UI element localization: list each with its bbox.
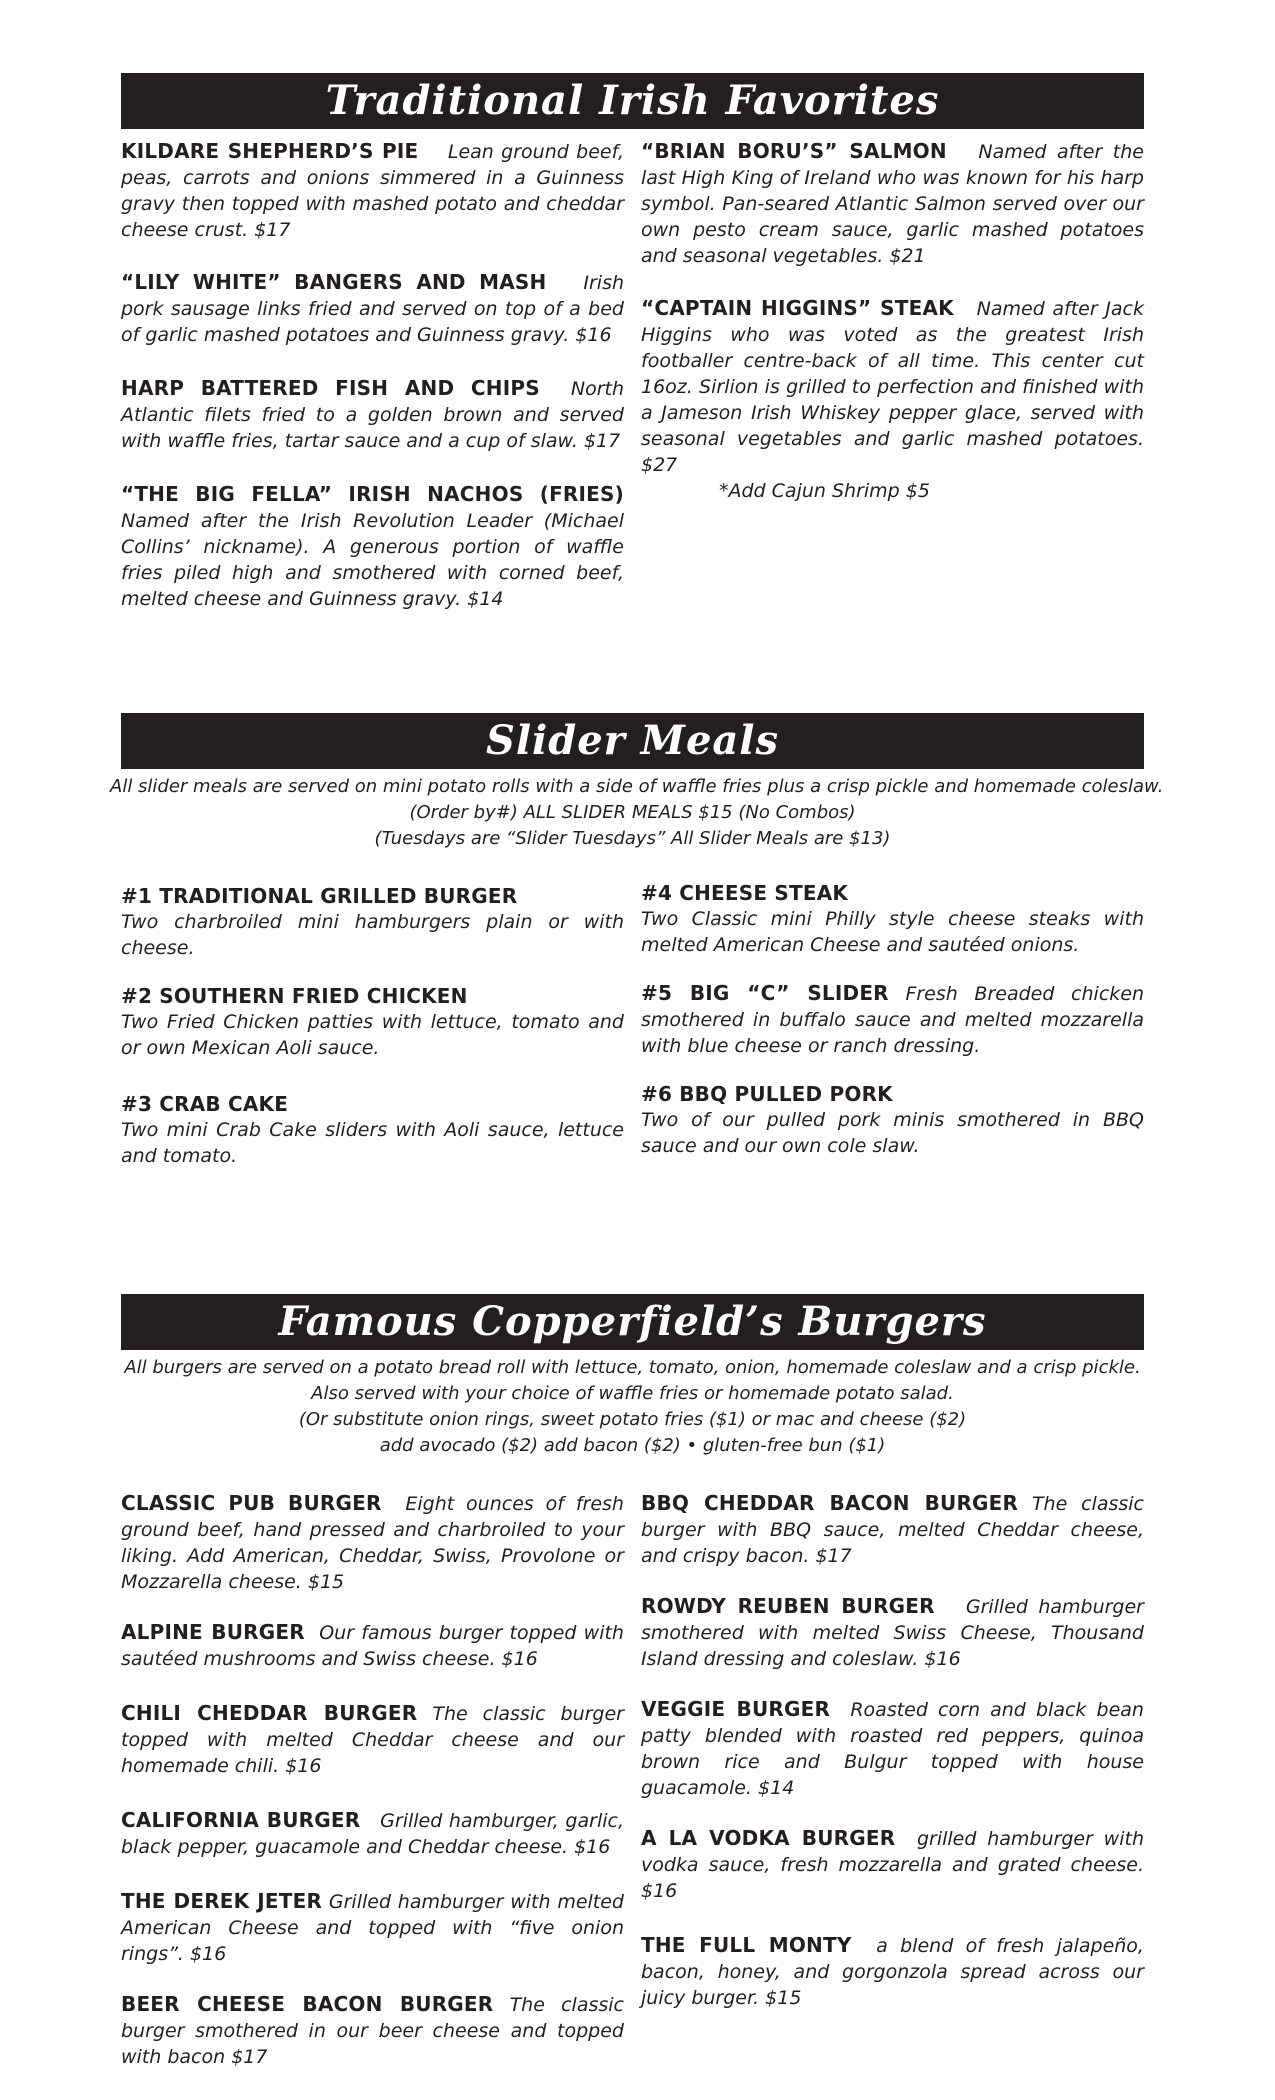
menu-item-bbq-cheddar-bacon-burger [641, 1490, 1144, 1569]
intro-line: (Or substitute onion rings, sweet potato fries ($1) or mac and cheese ($2) [298, 1409, 967, 1430]
item-description: The classic burger smothered in our beer cheese and topped with bacon $17 [121, 1994, 624, 2068]
menu-item-bangers-and-mash [121, 269, 624, 348]
item-description: North Atlantic filets fried to a golden brown and served with waffle fries, tartar sauce and a cup of slaw. $17 [121, 378, 624, 452]
item-description: Our famous burger topped with sautéed mushrooms and Swiss cheese. $16 [121, 1622, 624, 1670]
item-name: BBQ CHEDDAR BACON BURGER [641, 1491, 1019, 1515]
item-name: #5 BIG “C” SLIDER [641, 981, 889, 1005]
item-description: a blend of fresh jalapeño, bacon, honey, and gorgonzola spread across our juicy burger. $15 [641, 1935, 1144, 2009]
menu-item-slider-1 [121, 883, 624, 961]
item-description: The classic burger with BBQ sauce, melted Cheddar cheese, and crispy bacon. $17 [641, 1493, 1144, 1567]
item-description: Grilled hamburger with melted American Cheese and topped with “five onion rings”. $16 [121, 1891, 624, 1965]
menu-item-veggie-burger [641, 1696, 1144, 1801]
menu-item-a-la-vodka-burger [641, 1825, 1144, 1904]
item-name: HARP BATTERED FISH AND CHIPS [121, 376, 540, 400]
item-description: Grilled hamburger smothered with melted Swiss Cheese, Thousand Island dressing and coleslaw. $16 [641, 1596, 1144, 1670]
sliders-section-header [121, 713, 1144, 769]
item-description: Named after the Irish Revolution Leader (Michael Collins’ nickname). A generous portion of waffle fries piled high and smothered with corned beef, melted cheese and Guinness gravy. $14 [121, 510, 624, 610]
item-description: Two mini Crab Cake sliders with Aoli sauce, lettuce and tomato. [121, 1119, 624, 1167]
intro-line: add avocado ($2) add bacon ($2) • gluten-free bun ($1) [379, 1435, 886, 1456]
intro-line: All burgers are served on a potato bread roll with lettuce, tomato, onion, homemade coleslaw and a crisp pickle. [124, 1357, 1141, 1378]
item-name: THE FULL MONTY [641, 1933, 852, 1957]
menu-item-fish-and-chips [121, 375, 624, 454]
item-description: Lean ground beef, peas, carrots and onions simmered in a Guinness gravy then topped with mashed potato and cheddar cheese crust. $17 [121, 141, 625, 241]
item-name: #3 CRAB CAKE [121, 1092, 289, 1116]
item-name: #1 TRADITIONAL GRILLED BURGER [121, 884, 518, 908]
intro-line: (Tuesdays are “Slider Tuesdays” All Slider Meals are $13) [374, 828, 891, 849]
item-description: Named after the last High King of Ireland who was known for his harp symbol. Pan-seared Atlantic Salmon served over our own pesto cream sauce, garlic mashed potatoes and seasonal vegetables. $21 [641, 141, 1144, 267]
menu-item-steak [641, 295, 1144, 504]
item-name: CALIFORNIA BURGER [121, 1808, 361, 1832]
burgers-intro [110, 1355, 1155, 1459]
irish-section-header [121, 73, 1144, 129]
item-description: Grilled hamburger, garlic, black pepper, guacamole and Cheddar cheese. $16 [121, 1810, 624, 1858]
item-addon-note: *Add Cajun Shrimp $5 [719, 480, 930, 502]
item-name: VEGGIE BURGER [641, 1697, 831, 1721]
item-description: Roasted corn and black bean patty blended with roasted red peppers, quinoa brown rice and Bulgur topped with house guacamole. $14 [641, 1699, 1144, 1799]
sliders-left-column [121, 883, 624, 1169]
item-description: The classic burger topped with melted Cheddar cheese and our homemade chili. $16 [121, 1703, 624, 1777]
item-description: Named after Jack Higgins who was voted as the greatest Irish footballer centre-back of all time. This center cut 16oz. Sirlion is grilled to perfection and finished with a Jameson Irish Whiskey pepper glace, served with seasonal vegetables and garlic mashed potatoes. $27 [641, 298, 1144, 476]
item-name: ROWDY REUBEN BURGER [641, 1594, 935, 1618]
menu-item-derek-jeter [121, 1888, 624, 1967]
item-name: BEER CHEESE BACON BURGER [121, 1992, 494, 2016]
burgers-right-column [641, 1490, 1144, 2011]
item-name: “CAPTAIN HIGGINS” STEAK [641, 296, 954, 320]
sliders-section-title: Slider Meals [485, 717, 780, 764]
item-name: “LILY WHITE” BANGERS AND MASH [121, 270, 547, 294]
intro-line: All slider meals are served on mini potato rolls with a side of waffle fries plus a crisp pickle and homemade coleslaw. [110, 776, 1164, 797]
item-description: Two Fried Chicken patties with lettuce, tomato and or own Mexican Aoli sauce. [121, 1011, 624, 1059]
menu-item-salmon [641, 138, 1144, 269]
item-name: #2 SOUTHERN FRIED CHICKEN [121, 984, 468, 1008]
item-description: Two charbroiled mini hamburgers plain or with cheese. [121, 911, 624, 959]
intro-line: (Order by#) ALL SLIDER MEALS $15 (No Combos) [409, 802, 856, 823]
menu-item-shepherds-pie [121, 138, 624, 243]
sliders-right-column [641, 880, 1144, 1159]
burgers-section-header [121, 1294, 1144, 1350]
burgers-section-title: Famous Copperfield’s Burgers [278, 1298, 987, 1345]
intro-line: Also served with your choice of waffle fries or homemade potato salad. [311, 1383, 954, 1404]
menu-item-slider-6 [641, 1081, 1144, 1159]
menu-item-chili-cheddar-burger [121, 1700, 624, 1779]
item-name: CLASSIC PUB BURGER [121, 1491, 382, 1515]
menu-item-full-monty [641, 1932, 1144, 2011]
item-name: A LA VODKA BURGER [641, 1826, 896, 1850]
item-description: Fresh Breaded chicken smothered in buffalo sauce and melted mozzarella with blue cheese or ranch dressing. [641, 983, 1145, 1057]
menu-item-irish-nachos [121, 481, 624, 612]
item-description: Eight ounces of fresh ground beef, hand pressed and charbroiled to your liking. Add American, Cheddar, Swiss, Provolone or Mozzarella cheese. $15 [121, 1493, 624, 1593]
burgers-left-column [121, 1490, 624, 2070]
item-description: Two of our pulled pork minis smothered in BBQ sauce and our own cole slaw. [641, 1109, 1144, 1157]
menu-item-rowdy-reuben-burger [641, 1593, 1144, 1672]
irish-left-column [121, 138, 624, 612]
menu-item-classic-pub-burger [121, 1490, 624, 1595]
item-name: KILDARE SHEPHERD’S PIE [121, 139, 419, 163]
item-name: “THE BIG FELLA” IRISH NACHOS (FRIES) [121, 482, 624, 506]
menu-item-california-burger [121, 1807, 624, 1860]
item-name: #4 CHEESE STEAK [641, 881, 849, 905]
item-name: #6 BBQ PULLED PORK [641, 1082, 893, 1106]
item-description: grilled hamburger with vodka sauce, fresh mozzarella and grated cheese. $16 [641, 1828, 1144, 1902]
menu-item-alpine-burger [121, 1619, 624, 1672]
menu-item-slider-2 [121, 983, 624, 1061]
item-name: THE DEREK JETER [121, 1889, 323, 1913]
irish-right-column [641, 138, 1144, 504]
item-name: ALPINE BURGER [121, 1620, 305, 1644]
sliders-intro [110, 774, 1164, 852]
menu-item-slider-4 [641, 880, 1144, 958]
menu-item-slider-5 [641, 980, 1144, 1059]
irish-section-title: Traditional Irish Favorites [325, 77, 940, 124]
item-name: CHILI CHEDDAR BURGER [121, 1701, 418, 1725]
menu-item-beer-cheese-bacon-burger [121, 1991, 624, 2070]
item-description: Two Classic mini Philly style cheese steaks with melted American Cheese and sautéed onions. [641, 908, 1144, 956]
item-description: Irish pork sausage links fried and served on top of a bed of garlic mashed potatoes and Guinness gravy. $16 [121, 272, 625, 346]
item-name: “BRIAN BORU’S” SALMON [641, 139, 947, 163]
menu-item-slider-3 [121, 1091, 624, 1169]
